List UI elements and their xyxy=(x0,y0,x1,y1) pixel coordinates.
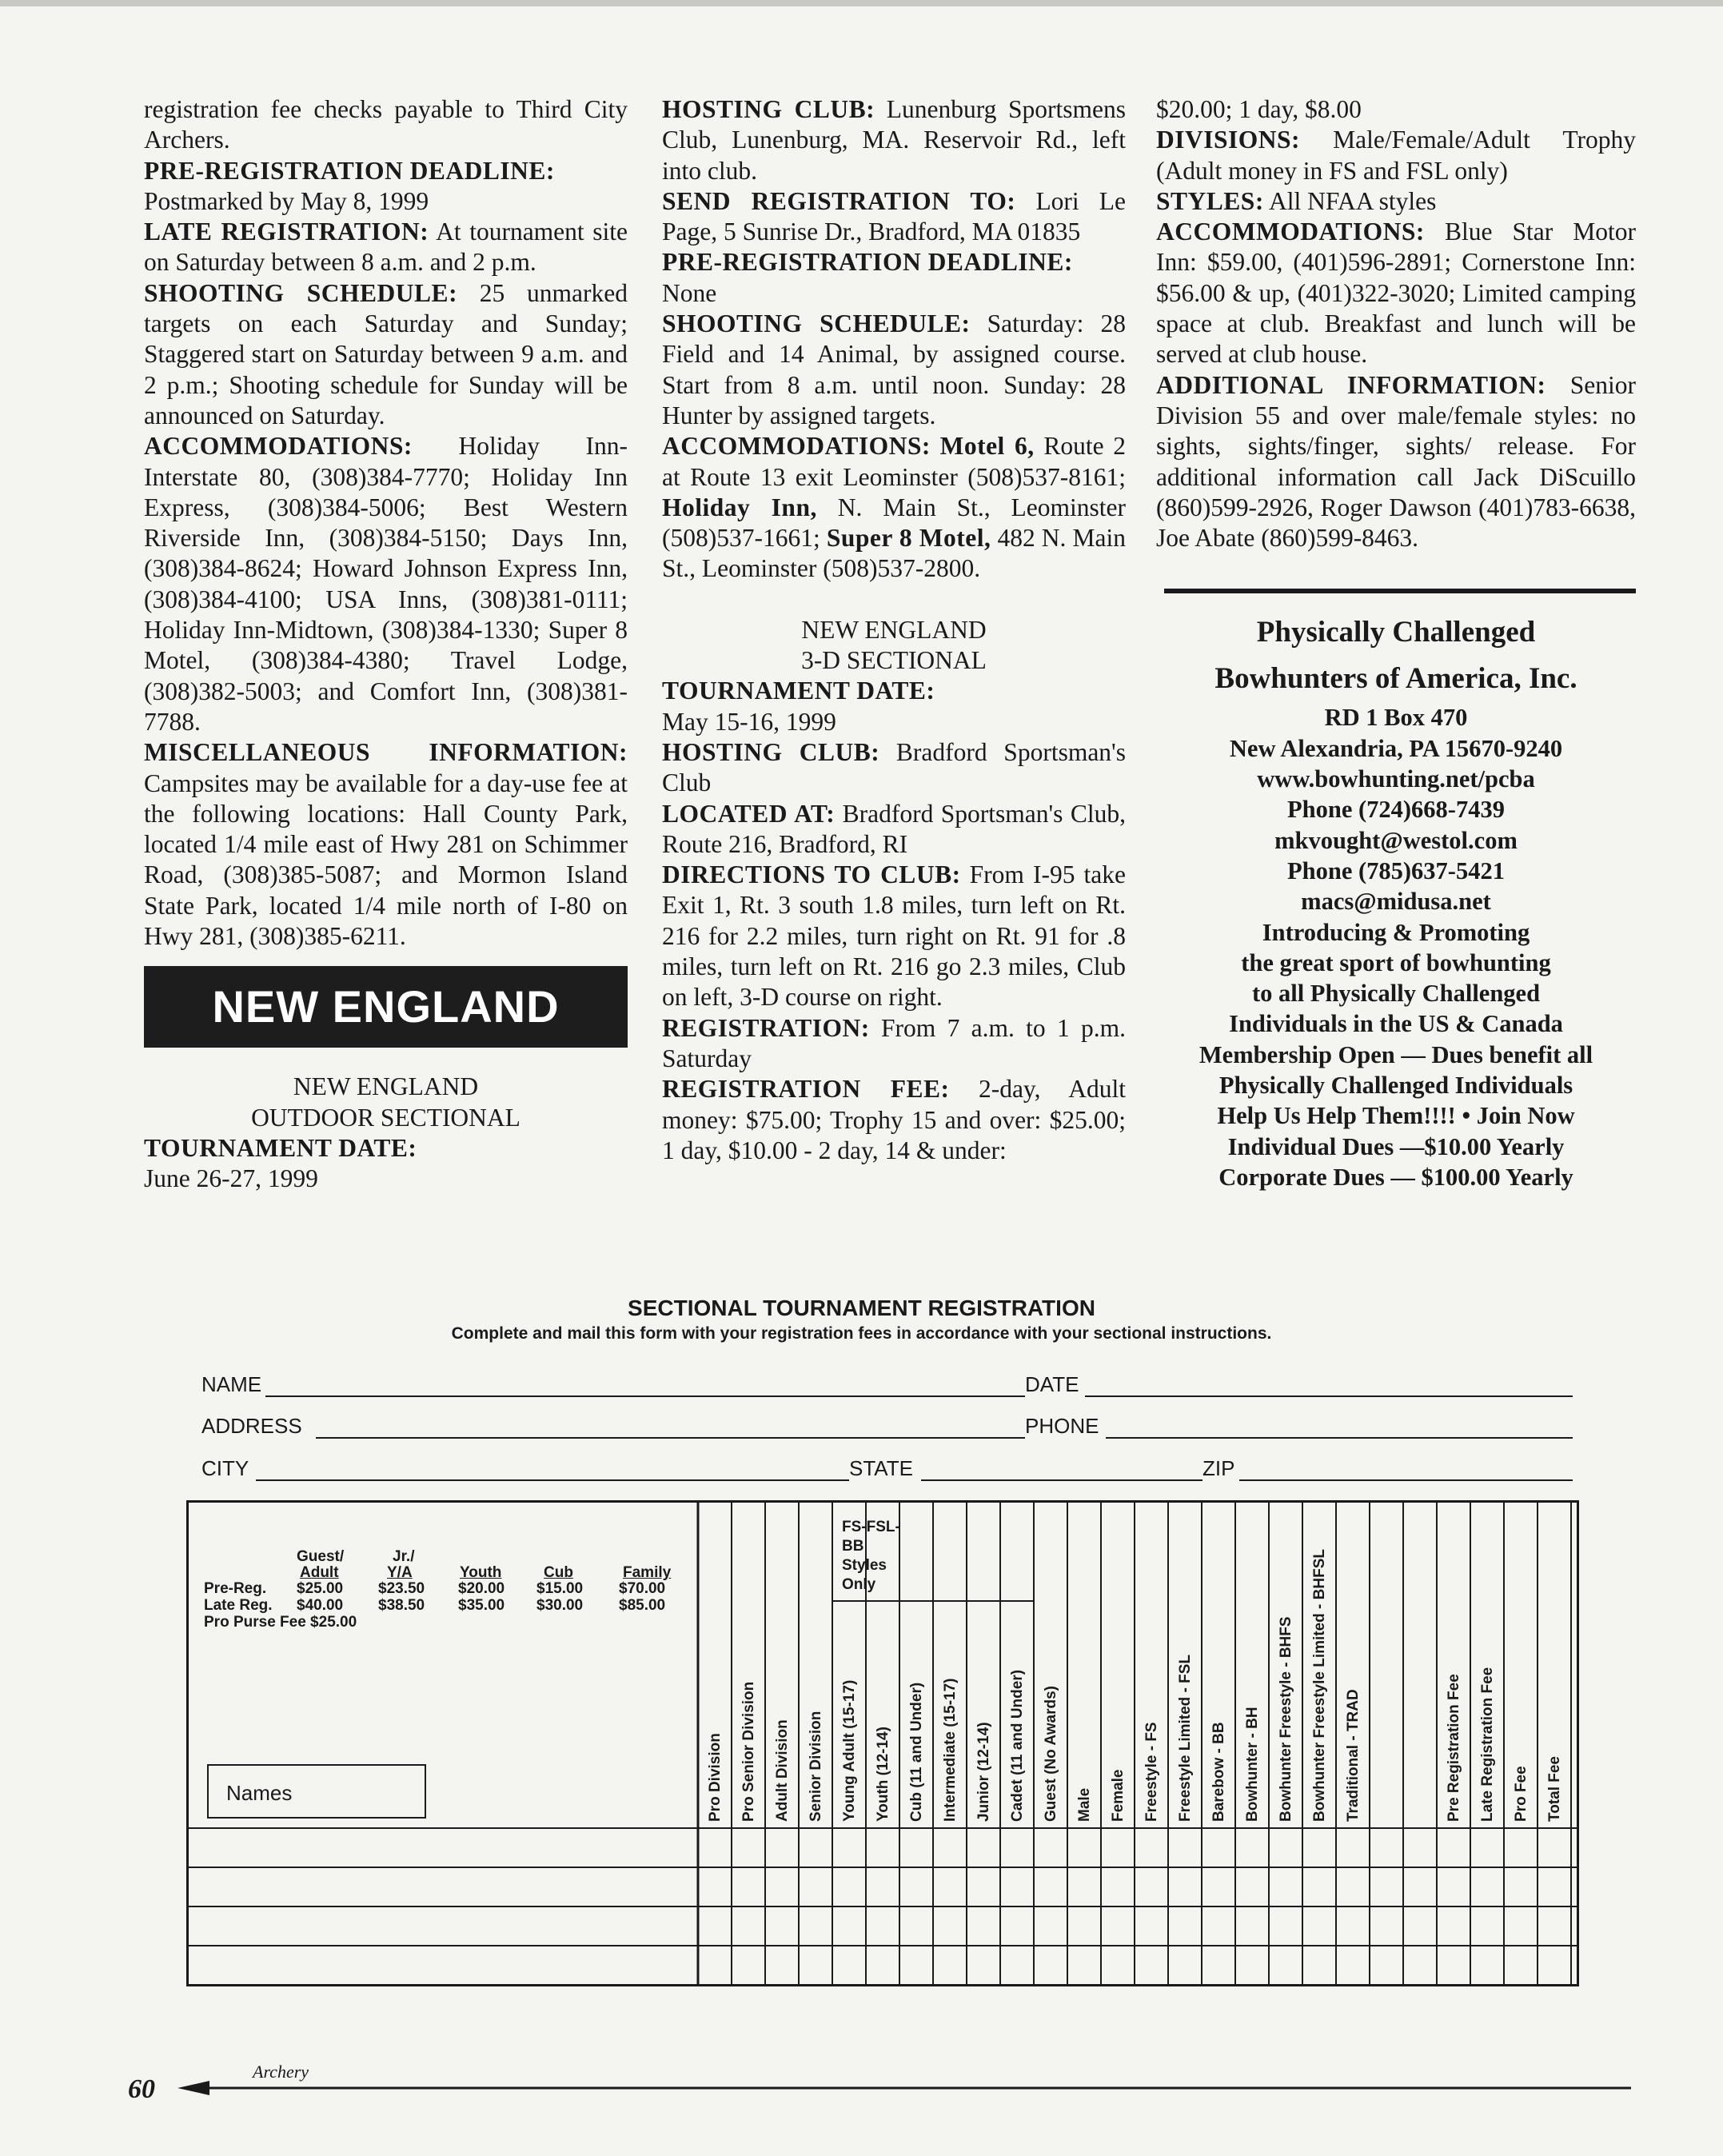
pcba-title: Bowhunters of America, Inc. xyxy=(1214,662,1577,696)
page-number: 60 xyxy=(128,2074,155,2104)
text-para: MISCELLANEOUS INFORMATION: Campsites may be available for a day-use fee at the following locations: Hall County Park, located 1/4 mile east of Hwy 281 on Schimmer Road, (308)385-5087; and Mormon Island State Park, located 1/4 mile north of I-80 on Hwy 281, (308)385-6211. xyxy=(144,738,628,951)
address-label: ADDRESS xyxy=(201,1414,302,1438)
text-para: REGISTRATION: From 7 a.m. to 1 p.m. Saturday xyxy=(662,1013,1126,1072)
text-para: STYLES: All NFAA styles xyxy=(1156,186,1437,215)
fee-header: Y/A xyxy=(387,1564,413,1581)
fee-value: $20.00 xyxy=(458,1580,505,1597)
column-header: Junior (12-14) xyxy=(975,1722,992,1822)
pcba-line: RD 1 Box 470 xyxy=(1324,704,1468,732)
fee-value: $38.50 xyxy=(378,1597,425,1614)
name-label: NAME xyxy=(201,1372,262,1396)
pcba-title: Physically Challenged xyxy=(1256,616,1536,649)
pcba-line: Individuals in the US & Canada xyxy=(1229,1010,1563,1038)
names-label-box: Names xyxy=(207,1764,426,1819)
text-para: DIVISIONS: Male/Female/Adult Trophy (Adult money in FS and FSL only) xyxy=(1156,126,1636,185)
fee-value: $23.50 xyxy=(378,1580,425,1597)
form-title: SECTIONAL TOURNAMENT REGISTRATION xyxy=(628,1296,1095,1320)
section-title: OUTDOOR SECTIONAL xyxy=(251,1103,520,1132)
column-header: Guest (No Awards) xyxy=(1043,1686,1059,1822)
pcba-line: to all Physically Challenged xyxy=(1251,980,1541,1008)
section-title: NEW ENGLAND xyxy=(801,615,987,644)
pcba-line: Membership Open — Dues benefit all xyxy=(1199,1040,1593,1068)
pcba-line: New Alexandria, PA 15670-9240 xyxy=(1229,734,1563,762)
text-para: SHOOTING SCHEDULE: Saturday: 28 Field and 14 Animal, by assigned course. Start from 8 a.m. until noon. Sunday: 28 Hunter by assigned targets. xyxy=(662,309,1126,429)
text-para: SHOOTING SCHEDULE: 25 unmarked targets on each Saturday and Sunday; Staggered start on Saturday between 9 a.m. and 2 p.m.; Shooting schedule for Sunday will be announced on Saturday. xyxy=(144,278,628,429)
fee-header: Cub xyxy=(544,1564,573,1581)
pcba-line: www.bowhunting.net/pcba xyxy=(1257,765,1535,793)
column-header: Barebow - BB xyxy=(1210,1722,1227,1822)
fee-value: $40.00 xyxy=(297,1597,344,1614)
text-para: HOSTING CLUB: Lunenburg Sportsmens Club, Lunenburg, MA. Reservoir Rd., left into club. xyxy=(662,95,1126,185)
text-para: HOSTING CLUB: Bradford Sportsman's Club xyxy=(662,737,1126,797)
text-para: LATE REGISTRATION: At tournament site on Saturday between 8 a.m. and 2 p.m. xyxy=(144,218,628,277)
text-para: PRE-REGISTRATION DEADLINE: Postmarked by May 8, 1999 xyxy=(144,156,555,215)
text-para: LOCATED AT: Bradford Sportsman's Club, Route 216, Bradford, RI xyxy=(662,799,1126,858)
text-para: SEND REGISTRATION TO: Lori Le Page, 5 Sunrise Dr., Bradford, MA 01835 xyxy=(662,186,1126,246)
pcba-line: Individual Dues —$10.00 Yearly xyxy=(1227,1132,1565,1160)
column-header: Bowhunter - BH xyxy=(1244,1707,1261,1822)
pro-purse-fee: Pro Purse Fee $25.00 xyxy=(204,1614,357,1631)
pcba-line: Help Us Help Them!!!! • Join Now xyxy=(1217,1102,1575,1130)
text-para: ACCOMMODATIONS: Motel 6, Route 2 at Route 13 exit Leominster (508)537-8161; Holiday Inn, N. Main St., Leominster (508)537-1661; Super 8 Motel, 482 N. Main St., Leominster (508)537-2800. xyxy=(662,432,1127,583)
fee-value: $25.00 xyxy=(297,1580,344,1597)
column-header: Bowhunter Freestyle Limited - BHFSL xyxy=(1311,1549,1328,1822)
pcba-line: macs@midusa.net xyxy=(1301,888,1491,916)
column-header: Bowhunter Freestyle - BHFS xyxy=(1278,1616,1294,1822)
fee-header: Youth xyxy=(460,1564,502,1581)
text-para: REGISTRATION FEE: 2-day, Adult money: $75.00; Trophy 15 and over: $25.00; 1 day, $10.00 - 2 day, 14 & under: xyxy=(662,1075,1126,1164)
magazine-name: Archery xyxy=(253,2062,309,2082)
fee-header: Jr./ xyxy=(393,1548,415,1565)
text-para: TOURNAMENT DATE: June 26-27, 1999 xyxy=(144,1133,417,1193)
text-para: $20.00; 1 day, $8.00 xyxy=(1156,95,1362,123)
text-para: PRE-REGISTRATION DEADLINE: None xyxy=(662,248,1073,307)
new-england-banner: NEW ENGLAND xyxy=(144,966,628,1048)
fee-value: $85.00 xyxy=(619,1597,666,1614)
fee-value: $70.00 xyxy=(619,1580,666,1597)
column-header: Pro Fee xyxy=(1513,1766,1530,1822)
pcba-line: Corporate Dues — $100.00 Yearly xyxy=(1218,1163,1573,1191)
column-header: Late Registration Fee xyxy=(1479,1667,1496,1822)
column-header: Adult Division xyxy=(774,1719,791,1822)
column-header: Cadet (11 and Under) xyxy=(1009,1669,1026,1822)
text-para: DIRECTIONS TO CLUB: From I-95 take Exit 1, Rt. 3 south 1.8 miles, turn left on Rt. 216 for 2.2 miles, turn right on Rt. 91 for .8 miles, turn left on Rt. 216 go 2.3 miles, Club on left, 3-D course on right. xyxy=(662,860,1126,1012)
column-header: Pro Division xyxy=(707,1733,724,1822)
pcba-line: Introducing & Promoting xyxy=(1262,918,1530,946)
column-header: Male xyxy=(1076,1787,1093,1822)
fee-header: Family xyxy=(623,1564,672,1581)
form-instructions: Complete and mail this form with your registration fees in accordance with your sectional instructions. xyxy=(451,1324,1272,1343)
fee-header: Adult xyxy=(300,1564,339,1581)
text-para: ACCOMMODATIONS: Blue Star Motor Inn: $59.00, (401)596-2891; Cornerstone Inn: $56.00 & up, (401)322-3020; Limited camping space at club. Breakfast and lunch will be served at club house. xyxy=(1156,218,1636,369)
column-header: Pre Registration Fee xyxy=(1446,1674,1462,1822)
pcba-line: Phone (724)668-7439 xyxy=(1287,796,1505,824)
column-header: Total Fee xyxy=(1546,1756,1563,1822)
text-para: registration fee checks payable to Third City Archers. xyxy=(144,95,628,154)
column-header: Pro Senior Division xyxy=(740,1681,757,1822)
column-header: Freestyle Limited - FSL xyxy=(1177,1654,1194,1822)
prereg-label: Pre-Reg. xyxy=(204,1580,267,1597)
section-title: 3-D SECTIONAL xyxy=(801,646,987,675)
pcba-line: the great sport of bowhunting xyxy=(1241,948,1551,976)
column-header: Traditional - TRAD xyxy=(1345,1689,1362,1822)
text-para: TOURNAMENT DATE: May 15-16, 1999 xyxy=(662,677,935,736)
column-header: Intermediate (15-17) xyxy=(942,1678,959,1822)
column-header: Cub (11 and Under) xyxy=(908,1682,925,1822)
pcba-line: mkvought@westol.com xyxy=(1274,826,1518,854)
styles-group-label: FS-FSL- BB Styles Only xyxy=(842,1519,900,1593)
fee-header: Guest/ xyxy=(297,1548,345,1565)
column-header: Female xyxy=(1110,1769,1127,1822)
column-header: Youth (12-14) xyxy=(875,1727,891,1822)
zip-label: ZIP xyxy=(1203,1456,1235,1480)
latereg-label: Late Reg. xyxy=(204,1597,273,1614)
fee-value: $30.00 xyxy=(536,1597,584,1614)
pcba-line: Phone (785)637-5421 xyxy=(1287,856,1505,884)
section-title: NEW ENGLAND xyxy=(293,1072,479,1101)
text-para: ACCOMMODATIONS: Holiday Inn-Interstate 80, (308)384-7770; Holiday Inn Express, (308)384-5006; Best Western Riverside Inn, (308)384-5150; Days Inn, (308)384-8624; Howard Johnson Express Inn, (308)384-4100; USA Inns, (308)381-0111; Holiday Inn-Midtown, (308)384-1330; Super 8 Motel, (308)384-4380; Travel Lodge, (308)382-5003; and Comfort Inn, (308)381-7788. xyxy=(144,432,628,736)
column-header: Senior Division xyxy=(808,1711,824,1822)
fee-value: $35.00 xyxy=(458,1597,505,1614)
date-label: DATE xyxy=(1025,1372,1079,1396)
column-header: Young Adult (15-17) xyxy=(841,1679,858,1822)
column-header: Freestyle - FS xyxy=(1143,1722,1160,1822)
text-para: ADDITIONAL INFORMATION: Senior Division 55 and over male/female styles: no sights, sights/finger, sights/ release. For additional information call Jack DiScuillo (860)599-2926, Roger Dawson (401)783-6638, Joe Abate (860)599-8463. xyxy=(1156,370,1636,553)
pcba-line: Physically Challenged Individuals xyxy=(1218,1072,1573,1100)
city-label: CITY xyxy=(201,1456,249,1480)
fee-value: $15.00 xyxy=(536,1580,584,1597)
phone-label: PHONE xyxy=(1025,1414,1099,1438)
state-label: STATE xyxy=(849,1456,913,1480)
